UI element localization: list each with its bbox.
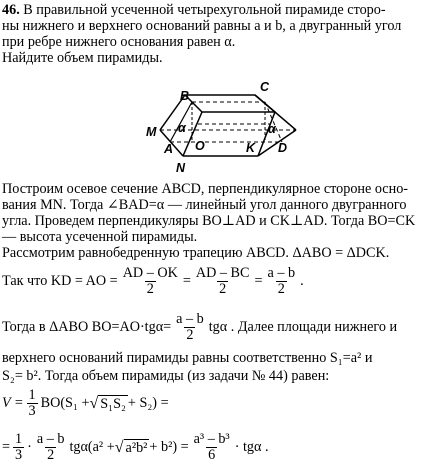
label-m: M — [146, 125, 157, 139]
text-areas-line-2: S₂= b². Тогда объем пирамиды (из задачи № 44) равен: — [2, 368, 330, 384]
label-d: D — [278, 141, 288, 155]
solution-line-2: вания MN. Тогда ∠BAD=α — линейный угол данного двугранного — [2, 197, 407, 213]
fraction-2: $\frac{AD - BC}{2}$ — [195, 265, 250, 297]
problem-line-1: 46. В правильной усеченной четырехугольной пирамиде сторо- — [2, 2, 386, 18]
equation-kd: Так что KD = AO = $\frac{AD - OK}{2}$ = $\frac{AD - BC}{2}$ = $\frac{a - b}{2}$ . — [2, 265, 304, 297]
label-n: N — [176, 161, 186, 175]
equation-bo: Тогда в ΔABO BO=AO·tgα= $\frac{a - b}{2}$ tgα . Далее площади нижнего и — [2, 311, 398, 343]
solution-line-1: Построим осевое сечение ABCD, перпендикулярное стороне осно- — [2, 181, 409, 197]
problem-number: 46. — [2, 2, 20, 18]
pyramid-figure — [140, 80, 300, 180]
label-a: A — [164, 142, 174, 156]
label-k: K — [246, 141, 256, 155]
label-b: B — [180, 89, 190, 103]
problem-line-4: Найдите объем пирамиды. — [2, 50, 163, 66]
pyramid-diagram — [140, 80, 300, 180]
fraction-1: $\frac{AD - OK}{2}$ — [122, 265, 178, 297]
fraction-one-third: $\frac{1}{3}$ — [15, 431, 23, 463]
top-base — [185, 95, 275, 112]
fraction-a-minus-b: $\frac{a - b}{2}$ — [36, 431, 65, 463]
solution-line-4: — высота усеченной пирамиды. — [2, 229, 198, 245]
equation-volume: V = $\frac{1}{3}$ BO(S₁ + √ S₁S₂ + S₂) = — [2, 387, 169, 419]
fraction-bo: $\frac{a - b}{2}$ — [176, 311, 204, 343]
label-o: O — [195, 139, 205, 153]
label-alpha-left: α — [178, 121, 186, 135]
sqrt-sign-icon: √ — [89, 394, 99, 412]
label-c: C — [260, 80, 270, 94]
problem-line-2: ны нижнего и верхнего оснований равны a и b, а двугранный угол — [2, 18, 402, 34]
label-alpha-right: α — [268, 122, 276, 136]
sqrt-sign-icon-2: √ — [114, 438, 124, 456]
problem-line-3: при ребре нижнего основания равен α. — [2, 34, 236, 50]
fraction-3: $\frac{a - b}{2}$ — [267, 265, 296, 297]
equation-result: = $\frac{1}{3}$ · $\frac{a - b}{2}$ tgα(a² + √ a²b² + b²) = $\frac{\text{a³ – b³}}{6}$ · tgα . — [2, 431, 269, 463]
fraction-third: $\frac{1}{3}$ — [28, 387, 36, 419]
fraction-cubes: $\frac{\text{a³ – b³}}{6}$ — [193, 431, 230, 463]
problem-statement — [2, 2, 442, 66]
text-areas-line-1: верхнего оснований пирамиды равны соответственно S₁=a² и — [2, 350, 373, 366]
solution-line-3: угла. Проведем перпендикуляры BO⊥AD и CK⊥AD. Тогда BO=CK — [2, 213, 416, 229]
solution-line-5: Рассмотрим равнобедренную трапецию ABCD. ΔABO = ΔDCK. — [2, 245, 390, 261]
solution-text — [2, 181, 442, 261]
